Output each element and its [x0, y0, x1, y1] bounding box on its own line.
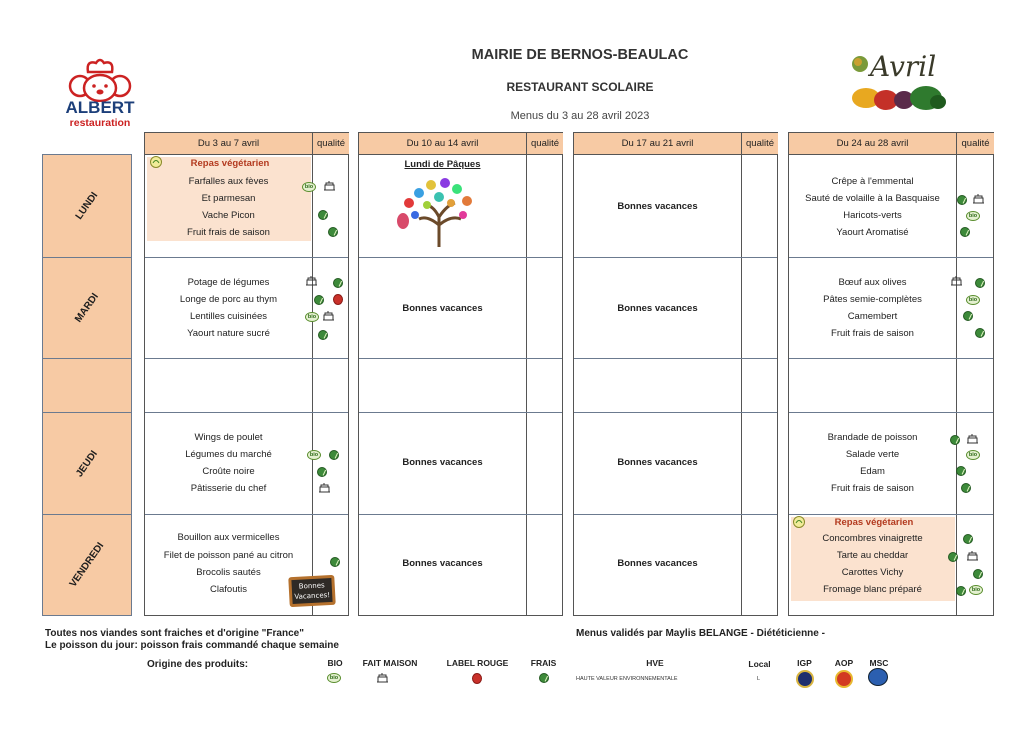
legend-hve-sub: HAUTE VALEUR ENVIRONNEMENTALE: [576, 676, 678, 682]
menu-item: Pâtes semie-complètes: [823, 294, 922, 305]
quality-header: qualité: [312, 133, 349, 155]
menu-item: Pâtisserie du chef: [190, 483, 267, 494]
day-vendredi: [42, 514, 132, 616]
easter-tree-icon: [389, 175, 489, 247]
bio-icon: bio: [302, 182, 316, 192]
bio-icon: bio: [307, 450, 321, 460]
day-label: VENDREDI: [67, 540, 107, 590]
frais-icon: [956, 586, 966, 596]
logo-sub: restauration: [69, 117, 131, 129]
legend-aop: AOP: [834, 658, 854, 668]
legend-msc: MSC: [869, 658, 889, 668]
week-header: Du 10 au 14 avril: [359, 133, 526, 155]
bio-icon: bio: [327, 673, 341, 683]
avril-text: Avril: [870, 50, 937, 83]
menu-item: Fruit frais de saison: [831, 483, 914, 494]
menu-item: Et parmesan: [201, 193, 256, 204]
menu-item: Légumes du marché: [185, 449, 272, 460]
bio-icon: bio: [966, 295, 980, 305]
menu-item: Yaourt nature sucré: [187, 328, 270, 339]
frais-icon: [314, 295, 324, 305]
menu-item: Bouillon aux vermicelles: [177, 532, 280, 543]
menu-item: Concombres vinaigrette: [822, 533, 923, 544]
frais-icon: [963, 311, 973, 321]
fait-maison-icon: [323, 181, 336, 191]
menu-item: Bœuf aux olives: [838, 277, 907, 288]
avril-logo: [846, 44, 954, 118]
menu-item: Brocolis sautés: [196, 567, 261, 578]
frais-icon: [328, 227, 338, 237]
menu-item: Sauté de volaille à la Basquaise: [805, 193, 940, 204]
chalk-line: Bonnes: [298, 581, 325, 591]
frais-icon: [948, 552, 958, 562]
menu-item: Yaourt Aromatisé: [836, 227, 909, 238]
aop-icon: [835, 670, 853, 688]
legend-igp: IGP: [797, 658, 812, 668]
frais-icon: [957, 195, 967, 205]
vacation-note: Bonnes vacances: [617, 201, 698, 212]
week-2-grid: [358, 132, 563, 616]
menu-item: Clafoutis: [210, 584, 247, 595]
origin-label: Origine des produits:: [147, 659, 249, 670]
menu-item: Longe de porc au thym: [179, 294, 278, 305]
vegetarian-title: Repas végétarien: [834, 517, 914, 528]
menu-dates: Menus du 3 au 28 avril 2023: [510, 110, 650, 122]
koala-chef-icon: [60, 58, 140, 102]
menu-item: Fruit frais de saison: [831, 328, 914, 339]
quality-header: qualité: [956, 133, 994, 155]
vacation-note: Bonnes vacances: [617, 558, 698, 569]
frais-icon: [975, 328, 985, 338]
fait-maison-icon: [305, 276, 318, 286]
menu-item: Wings de poulet: [194, 432, 263, 443]
igp-icon: [796, 670, 814, 688]
quality-header: qualité: [526, 133, 563, 155]
fait-maison-icon: [966, 434, 979, 444]
frais-icon: [960, 227, 970, 237]
frais-icon: [318, 330, 328, 340]
menu-item: Brandade de poisson: [827, 432, 918, 443]
frais-icon: [329, 450, 339, 460]
week-1-grid: [144, 132, 349, 616]
vacation-note: Bonnes vacances: [617, 303, 698, 314]
fait-maison-icon: [966, 551, 979, 561]
menu-item: Filet de poisson pané au citron: [163, 550, 294, 561]
label-rouge-icon: [333, 294, 343, 305]
footer-meat-note: Toutes nos viandes sont fraiches et d'origine "France": [45, 628, 304, 639]
fait-maison-icon: [972, 194, 985, 204]
menu-item: Camembert: [847, 311, 898, 322]
legend-fait-maison: FAIT MAISON: [362, 658, 418, 668]
menu-item: Edam: [860, 466, 885, 477]
legend-bio: BIO: [327, 658, 343, 668]
menu-item: Carottes Vichy: [841, 567, 904, 578]
legend-local: Local: [748, 659, 771, 669]
vegetarian-icon: [149, 156, 163, 168]
frais-icon: [975, 278, 985, 288]
frais-icon: [333, 278, 343, 288]
week-header: Du 24 au 28 avril: [789, 133, 956, 155]
fait-maison-icon: [950, 276, 963, 286]
msc-icon: [868, 668, 888, 686]
vacation-note: Bonnes vacances: [402, 558, 483, 569]
footer-validation: Menus validés par Maylis BELANGE - Diététicienne -: [576, 628, 825, 639]
menu-item: Farfalles aux fèves: [188, 176, 269, 187]
frais-icon: [950, 435, 960, 445]
frais-icon: [956, 466, 966, 476]
legend-frais: FRAIS: [530, 658, 557, 668]
week-3-grid: [573, 132, 778, 616]
menu-item: Crêpe à l'emmental: [831, 176, 914, 187]
fait-maison-icon: [322, 311, 335, 321]
logo-name: ALBERT: [65, 98, 135, 117]
menu-item: Fruit frais de saison: [187, 227, 270, 238]
frais-icon: [961, 483, 971, 493]
label-rouge-icon: [472, 673, 482, 684]
bonnes-vacances-chalkboard: [288, 575, 336, 607]
week-header: Du 3 au 7 avril: [145, 133, 312, 155]
menu-item: Croûte noire: [202, 466, 255, 477]
page-subtitle: RESTAURANT SCOLAIRE: [506, 80, 654, 94]
footer-fish-note: Le poisson du jour: poisson frais commandé chaque semaine: [45, 640, 339, 651]
page-title: MAIRIE DE BERNOS-BEAULAC: [471, 47, 689, 63]
menu-item: Fromage blanc préparé: [823, 584, 922, 595]
quality-header: qualité: [741, 133, 778, 155]
vegetarian-icon: [792, 516, 806, 528]
menu-item: Haricots-verts: [843, 210, 902, 221]
week-header: Du 17 au 21 avril: [574, 133, 741, 155]
day-mercredi: [42, 358, 132, 413]
frais-icon: [330, 557, 340, 567]
day-label: JEUDI: [74, 448, 100, 479]
frais-icon: [317, 467, 327, 477]
day-lundi: [42, 154, 132, 258]
holiday-title: Lundi de Pâques: [404, 159, 481, 170]
bio-icon: bio: [966, 450, 980, 460]
bio-icon: bio: [969, 585, 983, 595]
legend-local-mark: L: [757, 676, 761, 682]
day-label: LUNDI: [73, 190, 101, 222]
menu-item: Lentilles cuisinées: [189, 311, 268, 322]
legend-hve: HVE: [646, 658, 664, 668]
menu-item: Potage de légumes: [187, 277, 270, 288]
frais-icon: [318, 210, 328, 220]
day-label: MARDI: [73, 291, 101, 325]
bio-icon: bio: [305, 312, 319, 322]
day-mardi: [42, 257, 132, 359]
day-jeudi: [42, 412, 132, 515]
menu-item: Salade verte: [845, 449, 900, 460]
chalk-line: Vacances!: [294, 591, 331, 601]
fait-maison-icon: [376, 673, 389, 683]
vacation-note: Bonnes vacances: [617, 457, 698, 468]
menu-item: Tarte au cheddar: [836, 550, 909, 561]
albert-logo: [60, 58, 140, 130]
vegetarian-title: Repas végétarien: [190, 158, 270, 169]
bio-icon: bio: [966, 211, 980, 221]
frais-icon: [973, 569, 983, 579]
frais-icon: [539, 673, 549, 683]
vacation-note: Bonnes vacances: [402, 303, 483, 314]
week-4-grid: [788, 132, 994, 616]
menu-item: Vache Picon: [202, 210, 255, 221]
vacation-note: Bonnes vacances: [402, 457, 483, 468]
frais-icon: [963, 534, 973, 544]
legend-label-rouge: LABEL ROUGE: [446, 658, 509, 668]
fait-maison-icon: [318, 483, 331, 493]
